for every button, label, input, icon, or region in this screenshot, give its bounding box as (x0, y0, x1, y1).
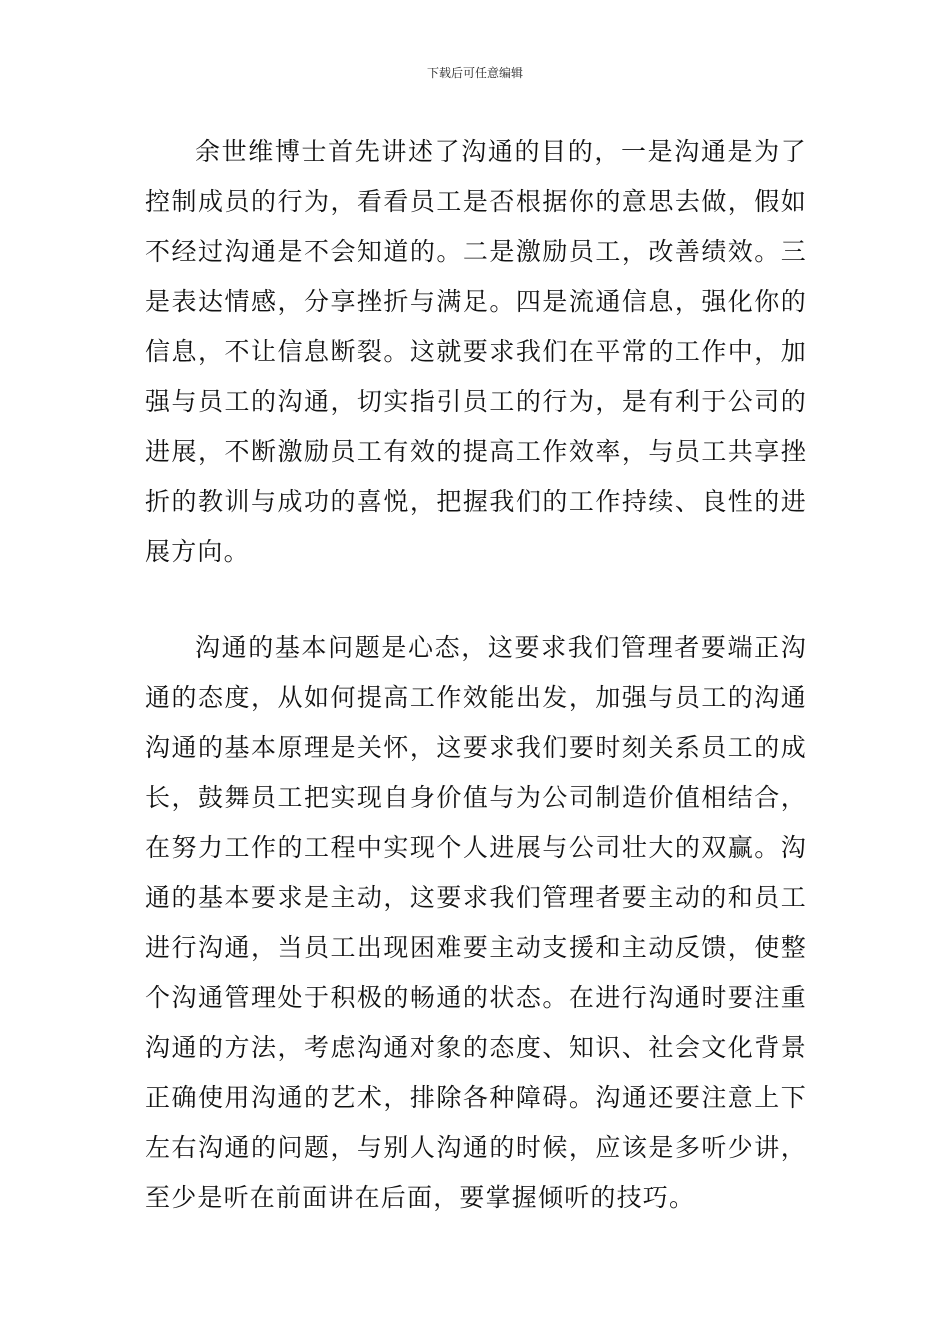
paragraph-purpose-of-communication (145, 127, 807, 577)
paragraph-text: 沟通的基本问题是心态，这要求我们管理者要端正沟通的态度，从如何提高工作效能出发，加强与员工的沟通沟通的基本原理是关怀，这要求我们要时刻关系员工的成长，鼓舞员工把实现自身价值与为公司制造价值相结合，在努力工作的工程中实现个人进展与公司壮大的双赢。沟通的基本要求是主动，这要求我们管理者要主动的和员工进行沟通，当员工出现困难要主动支援和主动反馈，使整个沟通管理处于积极的畅通的状态。在进行沟通时要注重沟通的方法，考虑沟通对象的态度、知识、社会文化背景正确使用沟通的艺术，排除各种障碍。沟通还要注意上下左右沟通的问题，与别人沟通的时候，应该是多听少讲，至少是听在前面讲在后面，要掌握倾听的技巧。 (145, 633, 807, 1212)
paragraph-text: 余世维博士首先讲述了沟通的目的，一是沟通是为了控制成员的行为，看看员工是否根据你的意思去做，假如不经过沟通是不会知道的。二是激励员工，改善绩效。三是表达情感，分享挫折与满足。四是流通信息，强化你的信息，不让信息断裂。这就要求我们在平常的工作中，加强与员工的沟通，切实指引员工的行为，是有利于公司的进展，不断激励员工有效的提高工作效率，与员工共享挫折的教训与成功的喜悦，把握我们的工作持续、良性的进展方向。 (145, 137, 807, 566)
page-header-note: 下载后可任意编辑 (426, 66, 523, 80)
paragraph-communication-attitude (145, 623, 807, 1223)
